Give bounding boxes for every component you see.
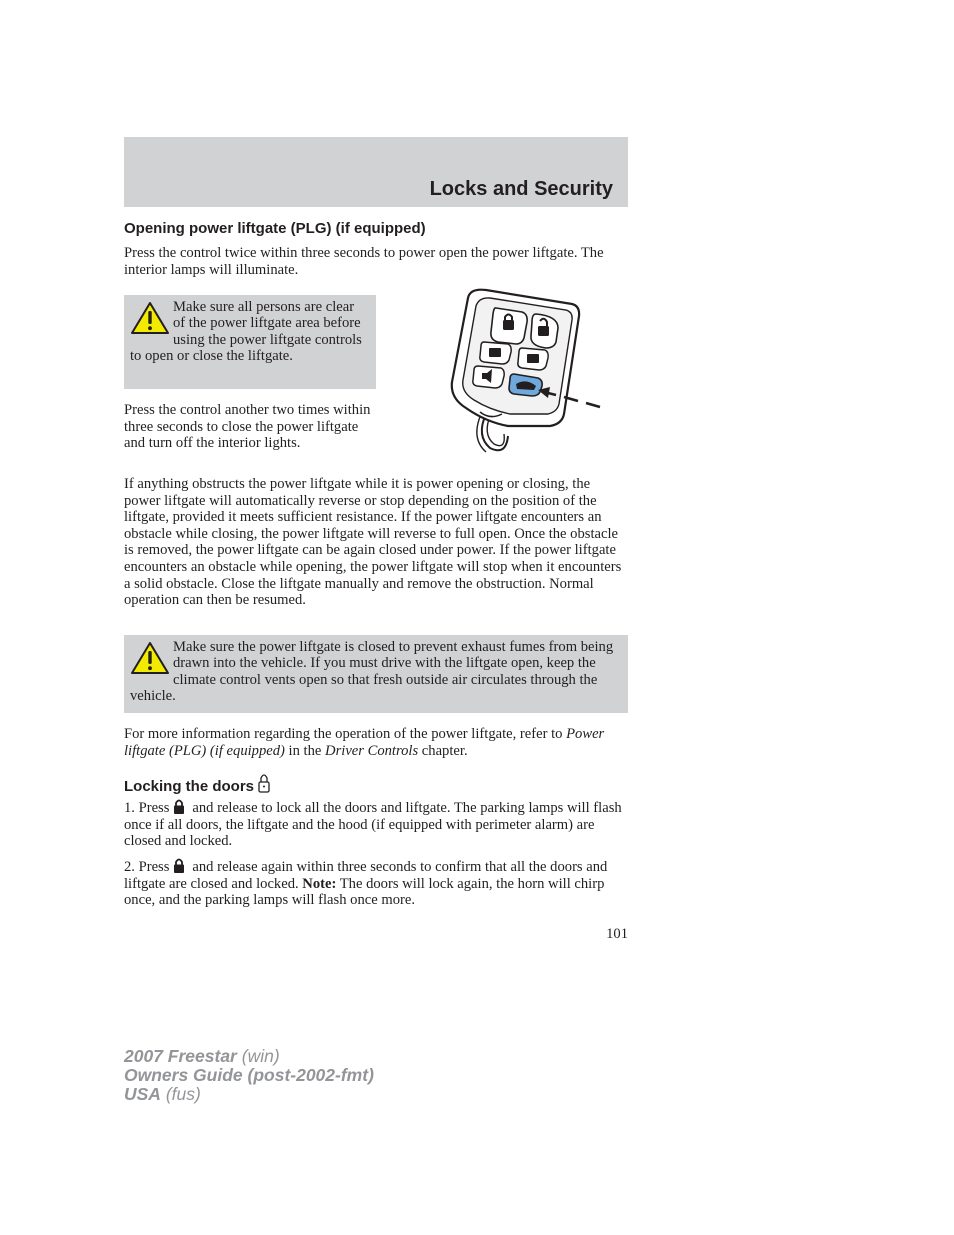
reference-plg-section: Power liftgate (PLG) (if equipped) [124, 726, 605, 759]
more-info-suffix: chapter. [418, 742, 468, 759]
footer-model-code: (win) [236, 1046, 280, 1066]
locking-step2-paragraph [124, 858, 630, 909]
step2-text-a: and release again within three seconds to confirm that all the doors and liftgate are closed and locked. [124, 859, 608, 892]
warning-triangle-icon [130, 641, 170, 675]
plg-intro-text: Press the control twice within three seconds to power open the power liftgate. The interior lamps will illuminate. [124, 245, 604, 278]
warning-triangle-icon [130, 301, 170, 335]
plg-more-info-paragraph [124, 726, 630, 759]
warning-text-clear-area: Make sure all persons are clear of the power liftgate area before using the power liftgate controls to open or close the liftgate. [130, 299, 362, 365]
footer-market-code: (fus) [160, 1084, 201, 1104]
section-title: Locks and Security [429, 178, 613, 200]
plg-obstruct-text: If anything obstructs the power liftgate while it is power opening or closing, the power liftgate will automatically reverse or stop depending on the position of the liftgate, provided it meets sufficient resistance. If the power liftgate encounters an obstacle while closing, the power liftgate will reverse to full open. Once the obstacle is removed, the power liftgate can be again closed under power. If the power liftgate encounters an obstacle while opening, the power liftgate will stop when it encounters a solid obstacle. Close the liftgate manually and remove the obstruction. Normal operation can then be resumed. [124, 476, 622, 609]
locking-step1-paragraph [124, 799, 630, 850]
page-number: 101 [606, 926, 628, 942]
footer-market: USA [124, 1084, 161, 1104]
warning-box-clear-area [124, 295, 376, 389]
lock-icon [173, 799, 185, 814]
reference-driver-controls-chapter: Driver Controls [325, 742, 419, 759]
document-footer [124, 1047, 374, 1104]
step1-text: and release to lock all the doors and liftgate. The parking lamps will flash once if all doors, the liftgate and the hood (if equipped with perimeter alarm) are closed and locked. [124, 800, 622, 850]
step1-prefix: 1. Press [124, 800, 170, 816]
step2-prefix: 2. Press [124, 859, 170, 875]
plg-heading: Opening power liftgate (PLG) (if equipped) [124, 220, 426, 237]
plg-obstruct-paragraph [124, 476, 630, 609]
plg-intro-paragraph [124, 245, 630, 278]
locking-heading-text: Locking the doors [124, 778, 255, 795]
footer-model: 2007 Freestar [124, 1046, 237, 1066]
plg-close-paragraph [124, 402, 376, 452]
warning-text-exhaust: Make sure the power liftgate is closed to prevent exhaust fumes from being drawn into the vehicle. If you must drive with the liftgate open, keep the climate control vents open so that fresh outside air circulates through the vehicle. [130, 639, 614, 705]
plg-close-text: Press the control another two times within three seconds to close the power liftgate and turn off the interior lights. [124, 402, 371, 452]
more-info-prefix: For more information regarding the operation of the power liftgate, refer to [124, 726, 567, 742]
section-header-band [124, 137, 628, 207]
more-info-middle: in the [284, 742, 326, 759]
keyless-remote-fob-icon [446, 286, 604, 454]
warning-box-exhaust [124, 635, 628, 713]
lock-icon [173, 858, 185, 873]
footer-guide-format: Owners Guide (post-2002-fmt) [124, 1065, 374, 1085]
step2-text-b: The doors will lock again, the horn will chirp once, and the parking lamps will flash once more. [124, 875, 605, 909]
lock-outline-icon [258, 773, 270, 793]
locking-heading [124, 773, 270, 795]
step2-note-label: Note: [302, 875, 337, 892]
